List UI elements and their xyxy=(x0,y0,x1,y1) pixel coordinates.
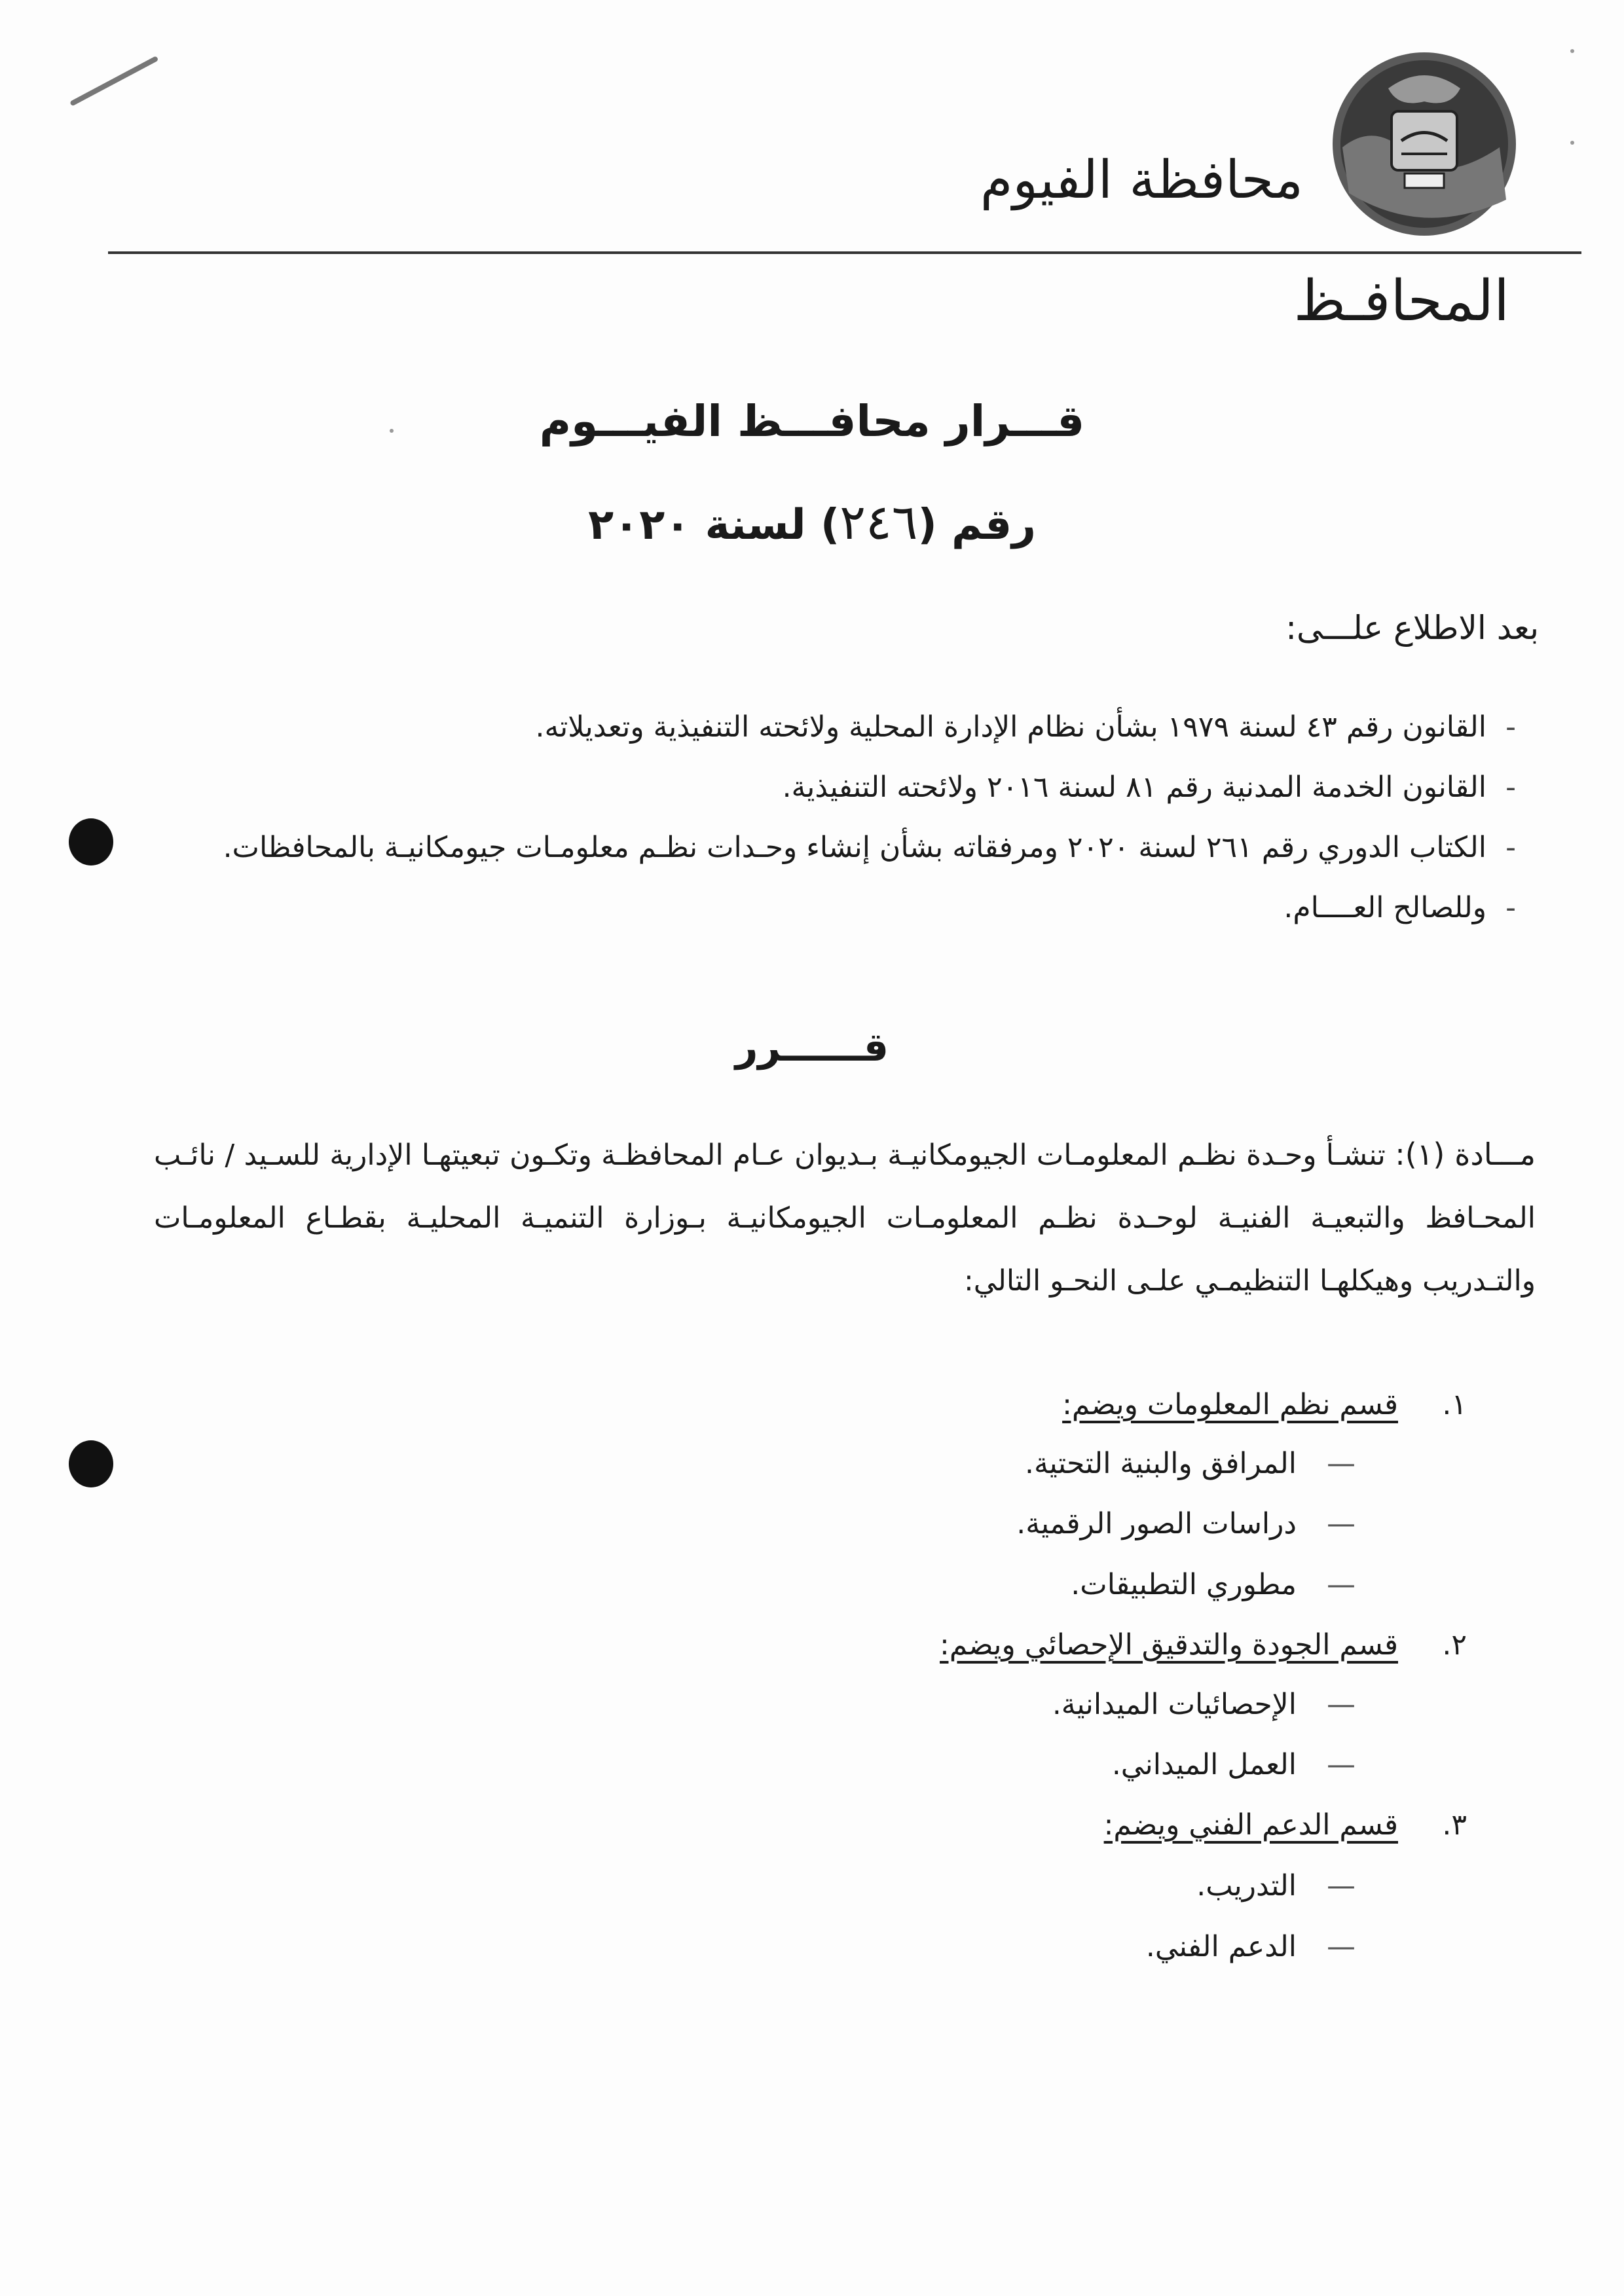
governorate-seal-emblem xyxy=(1329,49,1519,239)
section-technical-support xyxy=(1103,1808,1467,1842)
section-label: قسم الدعم الفني ويضم: xyxy=(1103,1808,1398,1842)
scan-speck xyxy=(1570,141,1574,145)
scan-speck xyxy=(390,429,394,433)
preamble-intro: بعد الاطلاع علـــى: xyxy=(1285,609,1539,647)
preamble-item: - القانون رقم ٤٣ لسنة ١٩٧٩ بشأن نظام الإدارة المحلية ولائحته التنفيذية وتعديلاته. xyxy=(157,697,1486,757)
decree-number-handwritten: ٢٤٦ xyxy=(840,494,918,551)
section-item: — دراسات الصور الرقمية. xyxy=(1016,1507,1297,1540)
decree-number-suffix: ) لسنة ٢٠٢٠ xyxy=(588,501,840,549)
section-item: — الإحصائيات الميدانية. xyxy=(1052,1688,1297,1721)
preamble-list xyxy=(157,697,1486,938)
scan-speck xyxy=(1570,49,1574,53)
section-item: — المرافق والبنية التحتية. xyxy=(1025,1447,1297,1480)
section-number: ٣. xyxy=(1442,1808,1467,1842)
office-title: المحافـظ xyxy=(1293,268,1509,334)
header-divider xyxy=(108,251,1581,254)
punch-hole xyxy=(69,1440,113,1487)
decision-heading: قــــــرر xyxy=(735,1025,889,1070)
governorate-name: محافظة الفيوم xyxy=(980,149,1303,210)
section-quality-audit xyxy=(940,1628,1467,1662)
section-number: ١. xyxy=(1442,1388,1467,1421)
article-1 xyxy=(154,1123,1536,1313)
decree-number-line xyxy=(0,494,1624,551)
section-item: — التدريب. xyxy=(1196,1869,1297,1903)
preamble-item: - وللصالح العــــام. xyxy=(157,878,1486,938)
article-1-label: مـــادة (١): xyxy=(1395,1137,1536,1172)
section-number: ٢. xyxy=(1442,1628,1467,1662)
section-label: قسم الجودة والتدقيق الإحصائي ويضم: xyxy=(940,1628,1398,1662)
preamble-item: - الكتاب الدوري رقم ٢٦١ لسنة ٢٠٢٠ ومرفقاته بشأن إنشاء وحـدات نظـم معلومـات جيومكانيـة بالمحافظات. xyxy=(157,818,1486,878)
section-item: — الدعم الفني. xyxy=(1146,1930,1297,1963)
section-item: — مطوري التطبيقات. xyxy=(1071,1568,1297,1601)
section-label: قسم نظم المعلومات ويضم: xyxy=(1062,1388,1398,1421)
decree-number-prefix: رقم ( xyxy=(917,501,1036,549)
section-information-systems xyxy=(1062,1388,1467,1421)
article-1-text: تنشـأ وحـدة نظـم المعلومـات الجيومكانيـة بـديوان عـام المحافظـة وتكـون تبعيتهـا الإدارية للسـيد / نائـب المحـافظ والتبعيـة الفنيـة لوحـدة نظـم المعلومـات الجيومكانيـة بـوزارة التنميـة المحليـة بقطـاع المعلومـات والتـدريب وهيكلهـا التنظيمـي علـى النحـو التالي: xyxy=(154,1139,1536,1298)
punch-hole xyxy=(69,818,113,866)
section-item: — العمل الميداني. xyxy=(1112,1748,1297,1781)
preamble-item: - القانون الخدمة المدنية رقم ٨١ لسنة ٢٠١٦ ولائحته التنفيذية. xyxy=(157,757,1486,818)
pen-stroke-mark xyxy=(69,56,158,106)
decree-title: قـــرار محافـــظ الفيـــوم xyxy=(539,396,1085,446)
